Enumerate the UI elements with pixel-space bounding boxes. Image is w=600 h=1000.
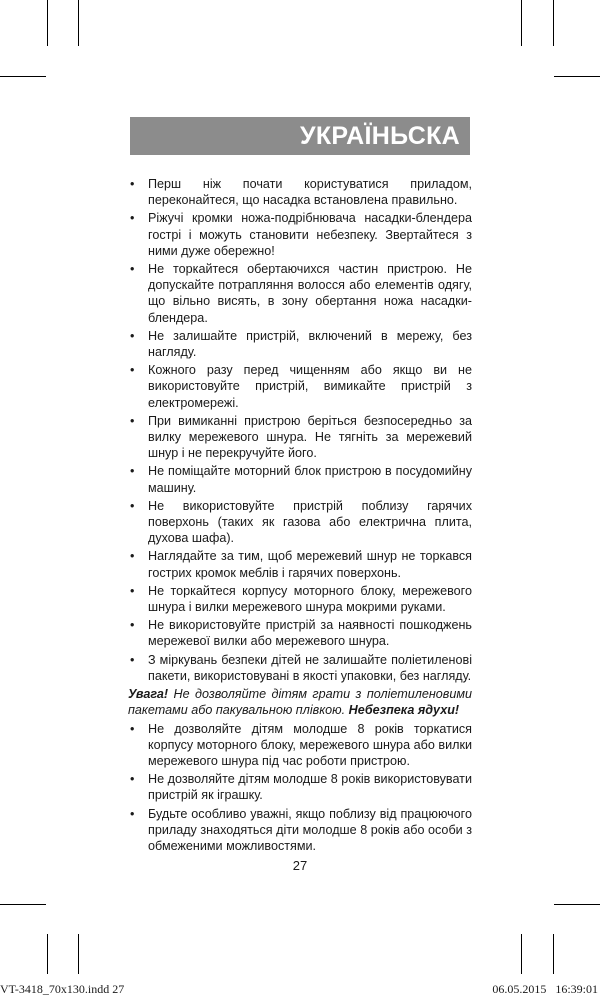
list-item <box>128 210 472 259</box>
list-item <box>128 771 472 803</box>
crop-mark <box>78 0 79 46</box>
list-item-text: Не торкайтеся корпусу моторного блоку, мережевого шнура і вилки мережевого шнура мокрими руками. <box>148 583 472 615</box>
bullet-icon: • <box>130 583 135 598</box>
list-item-text: Не дозволяйте дітям молодше 8 років торкатися корпусу моторного блоку, мережевого шнура або вилки мережевого шнура під час роботи пристрою. <box>148 721 472 768</box>
crop-mark <box>554 904 600 905</box>
list-item-text: Не поміщайте моторний блок пристрою в посудомийну машину. <box>148 464 472 495</box>
crop-mark <box>0 904 46 905</box>
list-item <box>128 548 472 580</box>
bullet-icon: • <box>130 618 135 633</box>
list-item-text: Будьте особливо уважні, якщо поблизу від працюючого приладу знаходяться діти молодше 8 років або особи з обмеженими можливостями. <box>148 806 472 853</box>
bullet-icon: • <box>130 772 135 787</box>
bullet-icon: • <box>130 413 135 428</box>
page-number: 27 <box>292 858 308 873</box>
list-item-text: Не використовуйте пристрій за наявності пошкоджень мережевої вилки або мережевого шнура. <box>148 618 472 649</box>
list-item <box>128 328 472 360</box>
list-item-text: Перш ніж почати користуватися приладом, переконайтеся, що насадка встановлена правильно. <box>148 177 472 208</box>
crop-mark <box>521 934 522 974</box>
list-item-text: Не залишайте пристрій, включений в мережу, без нагляду. <box>148 328 472 360</box>
crop-mark <box>78 934 79 974</box>
list-item <box>128 652 472 684</box>
bullet-icon: • <box>130 806 135 821</box>
bullet-icon: • <box>130 464 135 479</box>
crop-mark <box>47 934 48 974</box>
crop-mark <box>521 0 522 46</box>
bullet-icon: • <box>130 498 135 513</box>
list-item <box>128 261 472 326</box>
crop-mark <box>0 76 46 77</box>
bullet-icon: • <box>130 549 135 564</box>
bullet-icon: • <box>130 363 135 378</box>
list-item-text: Кожного разу перед чищенням або якщо ви не використовуйте пристрій, вимикайте пристрій з електромережі. <box>148 363 472 410</box>
list-item-text: Не торкайтеся обертаючихся частин пристрою. Не допускайте потрапляння волосся або елементів одягу, що вільно висять, в зону обертання ножа насадки-блендера. <box>148 262 472 325</box>
list-item <box>128 362 472 411</box>
list-item <box>128 617 472 649</box>
section-header: УКРАЇНЬСКА <box>130 117 470 155</box>
bullet-icon: • <box>130 262 135 277</box>
footer-timestamp: 06.05.2015 16:39:01 <box>492 982 598 996</box>
bullet-icon: • <box>130 211 135 226</box>
warning-label: Увага! <box>128 687 169 702</box>
list-item-text: При вимиканні пристрою беріться безпосередньо за вилку мережевого шнура. Не тягніть за мережевий шнур і не перекручуйте його. <box>148 413 472 461</box>
list-item-text: Не використовуйте пристрій поблизу гарячих поверхонь (таких як газова або електрична плита, духова шафа). <box>148 498 472 546</box>
warning-text: Не дозволяйте дітям грати з поліетиленовими пакетами або пакувальною плівкою. <box>128 687 472 718</box>
bullet-icon: • <box>130 721 135 736</box>
page-content <box>128 176 472 856</box>
safety-list-a <box>128 176 472 684</box>
crop-mark <box>554 76 600 77</box>
crop-mark <box>47 0 48 46</box>
list-item-text: З міркувань безпеки дітей не залишайте поліетиленові пакети, використовувані в якості упаковки, без нагляду. <box>148 652 472 683</box>
footer-file-name: VT-3418_70x130.indd 27 <box>0 982 125 996</box>
child-warning <box>128 686 472 718</box>
list-item <box>128 413 472 462</box>
list-item-text: Не дозволяйте дітям молодше 8 років використовувати пристрій як іграшку. <box>148 772 472 803</box>
list-item <box>128 806 472 855</box>
list-item-text: Ріжучі кромки ножа-подрібнювача насадки-блендера гострі і можуть становити небезпеку. Звертайтеся з ними дуже обережно! <box>148 211 472 258</box>
list-item <box>128 463 472 495</box>
safety-list-b <box>128 721 472 855</box>
list-item <box>128 721 472 770</box>
bullet-icon: • <box>130 652 135 667</box>
list-item <box>128 498 472 547</box>
list-item-text: Наглядайте за тим, щоб мережевий шнур не торкався гострих кромок меблів і гарячих поверхонь. <box>148 549 472 580</box>
crop-mark <box>553 934 554 974</box>
list-item <box>128 176 472 208</box>
crop-mark <box>553 0 554 46</box>
bullet-icon: • <box>130 177 135 191</box>
list-item <box>128 583 472 615</box>
bullet-icon: • <box>130 328 135 343</box>
warning-emphasis: Небезпека ядухи! <box>348 703 460 718</box>
